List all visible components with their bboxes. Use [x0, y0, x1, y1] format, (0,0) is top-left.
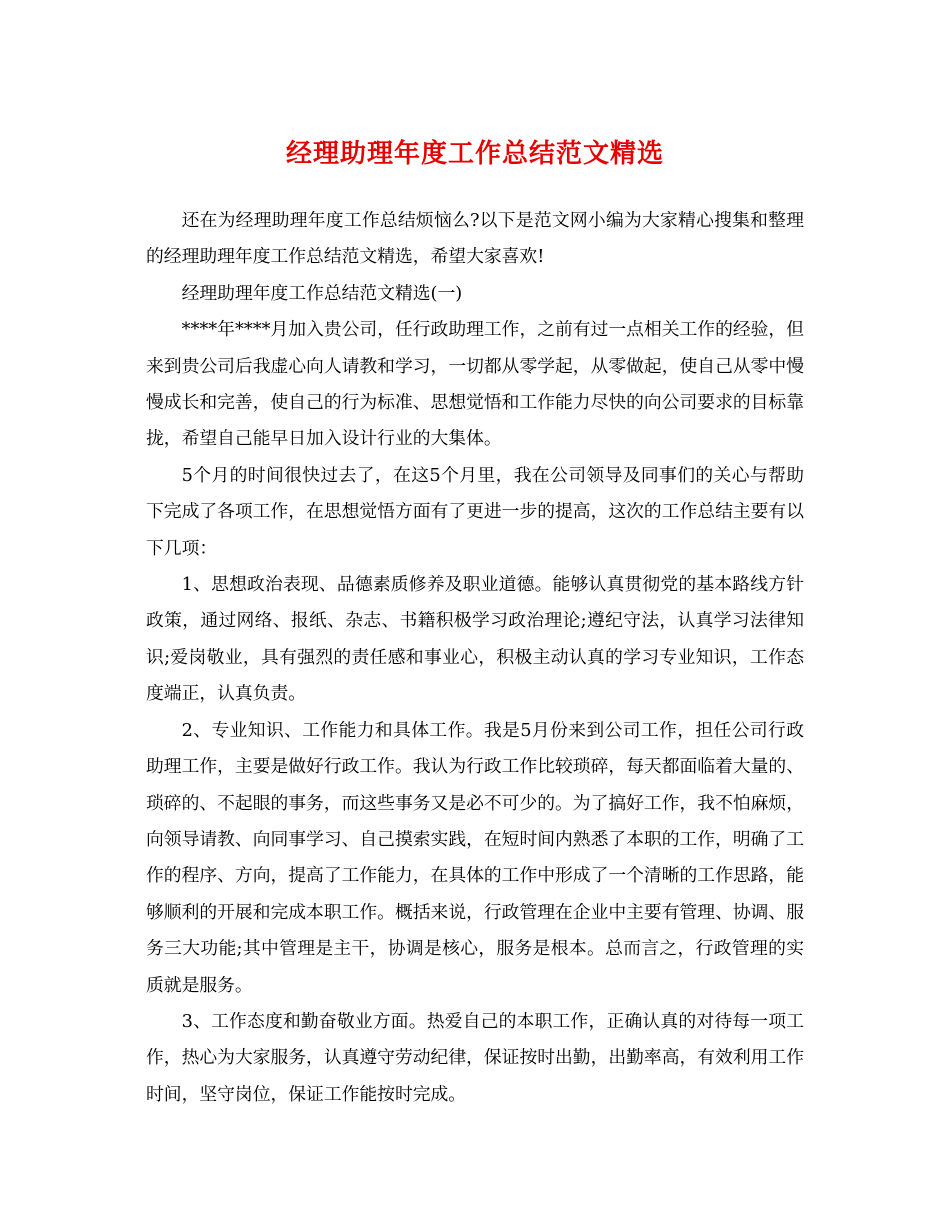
section-heading: 经理助理年度工作总结范文精选(一) — [181, 282, 463, 304]
body-paragraph: 1、思想政治表现、品德素质修养及职业道德。能够认真贯彻党的基本路线方针政策，通过网络、报纸、杂志、书籍积极学习政治理论;遵纪守法，认真学习法律知识;爱岗敬业，具有强烈的责任感和事业心，积极主动认真的学习专业知识，工作态度端正，认真负责。 — [146, 574, 804, 705]
body-paragraph: 3、工作态度和勤奋敬业方面。热爱自己的本职工作，正确认真的对待每一项工作，热心为大家服务，认真遵守劳动纪律，保证按时出勤，出勤率高，有效利用工作时间，坚守岗位，保证工作能按时完成。 — [146, 1010, 804, 1105]
document-title: 经理助理年度工作总结范文精选 — [285, 139, 664, 169]
intro-paragraph: 还在为经理助理年度工作总结烦恼么?以下是范文网小编为大家精心搜集和整理的经理助理年度工作总结范文精选，希望大家喜欢! — [146, 210, 804, 268]
body-paragraph: 5个月的时间很快过去了，在这5个月里，我在公司领导及同事们的关心与帮助下完成了各项工作，在思想觉悟方面有了更进一步的提高，这次的工作总结主要有以下几项： — [146, 464, 804, 559]
body-paragraph: ****年****月加入贵公司，任行政助理工作，之前有过一点相关工作的经验，但来到贵公司后我虚心向人请教和学习，一切都从零学起，从零做起，使自己从零中慢慢成长和完善，使自己的行为标准、思想觉悟和工作能力尽快的向公司要求的目标靠拢，希望自己能早日加入设计行业的大集体。 — [146, 319, 804, 450]
document-body — [146, 203, 804, 1113]
body-paragraph: 2、专业知识、工作能力和具体工作。我是5月份来到公司工作，担任公司行政助理工作，主要是做好行政工作。我认为行政工作比较琐碎，每天都面临着大量的、琐碎的、不起眼的事务，而这些事务又是必不可少的。为了搞好工作，我不怕麻烦，向领导请教、向同事学习、自己摸索实践，在短时间内熟悉了本职的工作，明确了工作的程序、方向，提高了工作能力，在具体的工作中形成了一个清晰的工作思路，能够顺利的开展和完成本职工作。概括来说，行政管理在企业中主要有管理、协调、服务三大功能;其中管理是主干，协调是核心，服务是根本。总而言之，行政管理的实质就是服务。 — [146, 719, 804, 996]
